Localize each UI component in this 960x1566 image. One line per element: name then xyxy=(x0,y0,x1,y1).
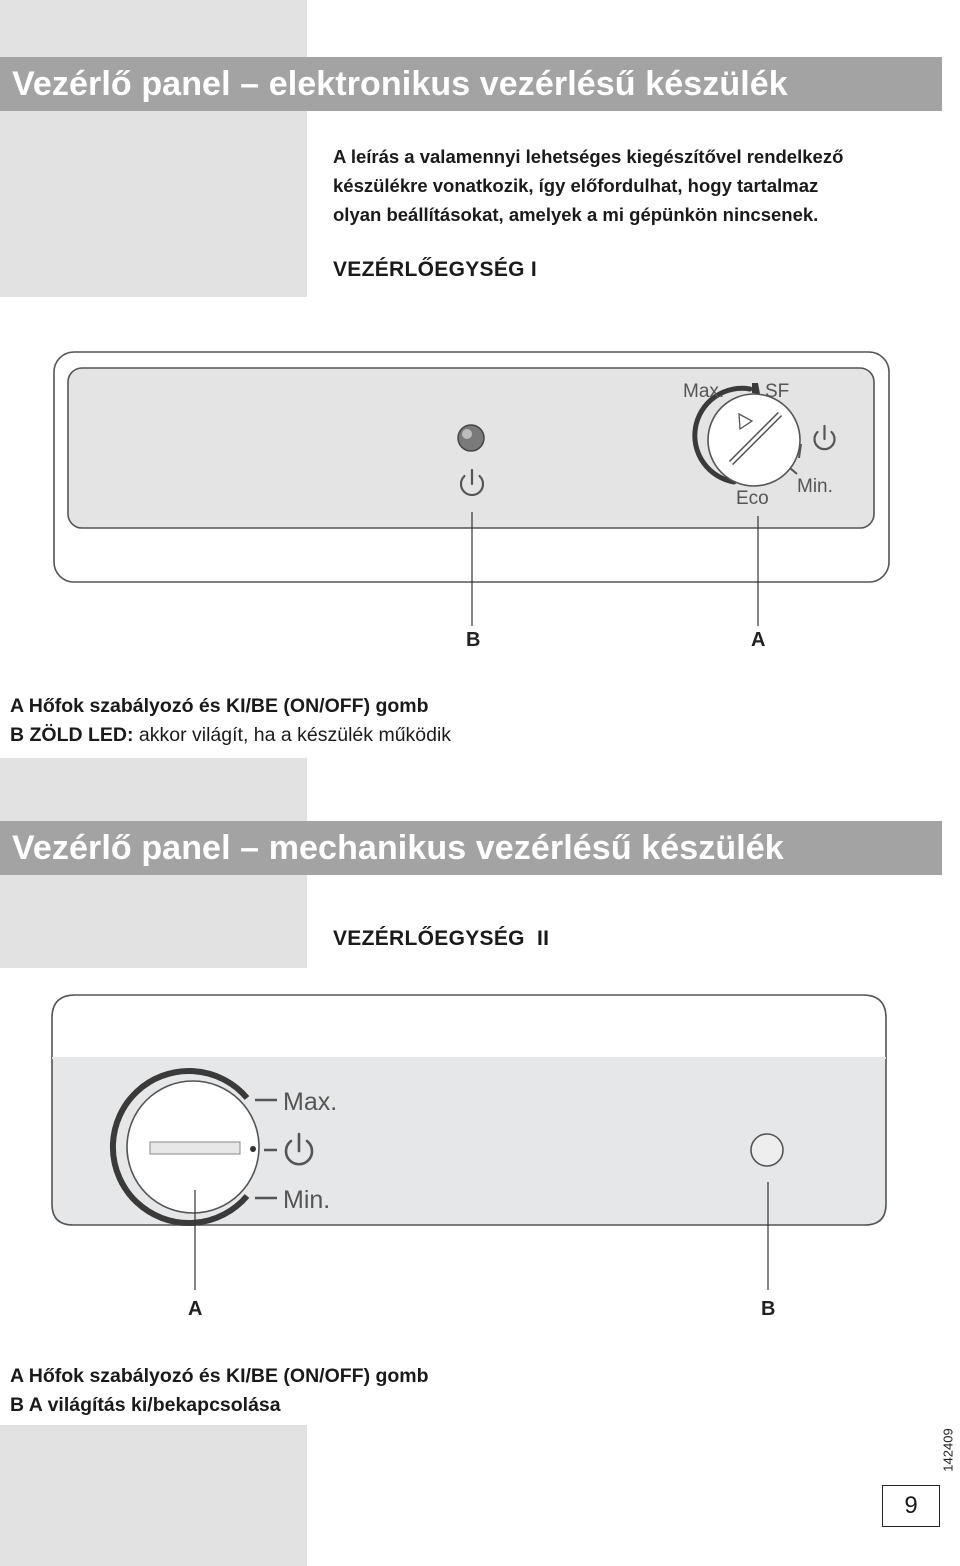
legend-strong: A világítás ki/bekapcsolása xyxy=(28,1394,281,1416)
dial-label-eco: Eco xyxy=(736,488,769,509)
legend-key: B xyxy=(10,1394,25,1416)
callout-a: A xyxy=(188,1298,203,1320)
section1-title: Vezérlő panel – elektronikus vezérlésű készülék xyxy=(0,57,942,111)
callout-b: B xyxy=(466,629,481,651)
page-number: 9 xyxy=(882,1485,940,1527)
legend-rest: akkor világít, ha a készülék működik xyxy=(133,724,452,746)
legend-key: B xyxy=(10,724,25,746)
legend-key: A xyxy=(10,695,24,717)
section2-legend xyxy=(10,1362,429,1420)
legend-item-a xyxy=(10,692,451,721)
section2-title: Vezérlő panel – mechanikus vezérlésű készülék xyxy=(0,821,942,875)
legend-strong: ZÖLD LED: xyxy=(29,724,134,746)
callout-b: B xyxy=(761,1298,776,1320)
electronic-control-panel-diagram xyxy=(0,0,960,660)
dial-label-min: Min. xyxy=(797,476,833,497)
legend-item-b xyxy=(10,721,451,750)
dial-label-max: Max. xyxy=(683,381,725,402)
dial-label-max: Max. xyxy=(283,1088,338,1116)
document-code xyxy=(940,1428,956,1472)
dial-label-sf: SF xyxy=(765,381,790,402)
intro-line: olyan beállításokat, amelyek a mi gépünkön nincsenek. xyxy=(333,204,819,225)
sidebar-band-bottom xyxy=(0,1425,307,1566)
light-button[interactable] xyxy=(751,1134,783,1166)
legend-strong: Hőfok szabályozó és KI/BE (ON/OFF) gomb xyxy=(28,695,429,717)
panel-housing xyxy=(52,995,886,1058)
callout-a: A xyxy=(751,629,766,651)
green-led xyxy=(458,425,484,451)
mechanical-control-panel-diagram xyxy=(0,980,960,1340)
dial-indicator-dot xyxy=(250,1146,256,1152)
document-code-text: 142409 xyxy=(940,1428,956,1472)
intro-line: A leírás a valamennyi lehetséges kiegészítővel rendelkező xyxy=(333,146,844,167)
thermostat-knob[interactable] xyxy=(127,1081,259,1213)
legend-item-a xyxy=(10,1362,429,1391)
legend-strong: Hőfok szabályozó és KI/BE (ON/OFF) gomb xyxy=(28,1365,429,1387)
thermostat-knob[interactable] xyxy=(708,394,800,486)
legend-item-b xyxy=(10,1391,429,1420)
dial-label-min: Min. xyxy=(283,1186,331,1214)
legend-key: A xyxy=(10,1365,24,1387)
unit1-label: VEZÉRLŐEGYSÉG I xyxy=(333,258,538,281)
unit2-label: VEZÉRLŐEGYSÉG II xyxy=(333,927,550,950)
intro-line: készülékre vonatkozik, így előfordulhat, hogy tartalmaz xyxy=(333,175,819,196)
section1-legend xyxy=(10,692,451,750)
